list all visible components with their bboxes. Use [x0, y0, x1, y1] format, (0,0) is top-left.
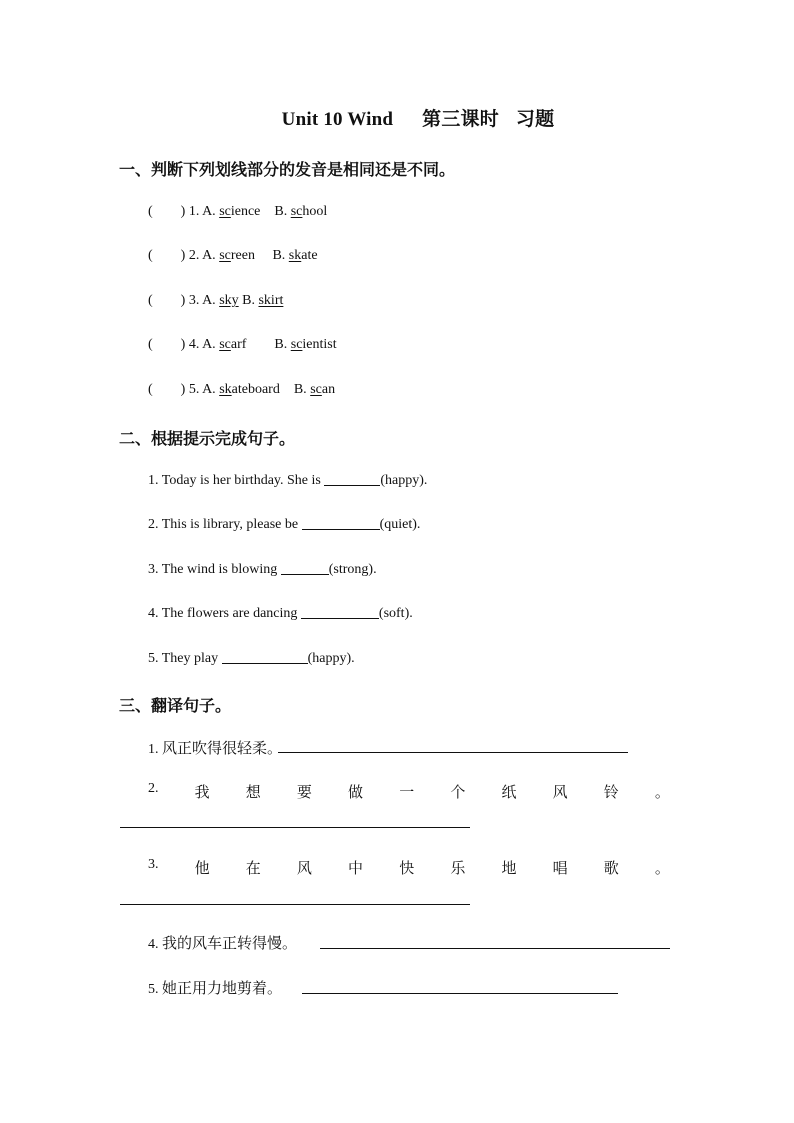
option-b-label: B. — [272, 248, 286, 263]
question-number: 3. — [188, 293, 200, 308]
underlined-part: sky — [219, 293, 239, 308]
question-number: 5. — [188, 382, 200, 397]
pronunciation-question-4 — [148, 337, 337, 353]
fill-sentence-5 — [148, 649, 355, 667]
question-number: 5. — [148, 982, 159, 997]
section1-heading: 一、判断下列划线部分的发音是相同还是不同。 — [119, 160, 456, 179]
question-number: 1. — [188, 204, 200, 219]
answer-blank[interactable] — [302, 515, 380, 530]
option-a-word — [219, 293, 238, 308]
question-char: 在 — [245, 859, 261, 877]
title-english: Unit 10 Wind — [281, 109, 394, 130]
option-a-label: A. — [202, 337, 216, 352]
answer-paren: ( ) — [148, 382, 186, 397]
question-number: 4. — [188, 337, 200, 352]
title-lesson: 第三课时 — [422, 109, 499, 130]
translate-question-2 — [148, 781, 670, 802]
option-b-word — [291, 204, 328, 219]
option-a-label: A. — [202, 204, 216, 219]
answer-blank[interactable] — [324, 471, 380, 486]
fill-sentence-1 — [148, 471, 427, 489]
pronunciation-question-2 — [148, 248, 318, 264]
sentence-hint: (happy). — [307, 651, 355, 666]
answer-blank[interactable] — [222, 649, 308, 664]
word-rest: an — [321, 382, 336, 397]
question-char: 歌 — [603, 859, 619, 877]
underlined-part: sk — [288, 248, 302, 263]
question-number: 4. — [148, 937, 159, 952]
question-number: 2. — [188, 248, 200, 263]
underlined-part: sc — [219, 204, 231, 219]
option-b-label: B. — [274, 337, 288, 352]
answer-paren: ( ) — [148, 204, 186, 219]
question-char: 。 — [654, 783, 670, 801]
question-char: 我 — [194, 783, 210, 801]
word-rest: ientist — [302, 337, 337, 352]
question-char: 纸 — [501, 783, 517, 801]
answer-blank[interactable] — [281, 560, 329, 575]
answer-line-5[interactable] — [302, 993, 618, 994]
sentence-text: 3. The wind is blowing — [148, 562, 281, 577]
translate-question-1 — [148, 737, 282, 758]
underlined-part: sc — [219, 248, 231, 263]
answer-paren: ( ) — [148, 337, 186, 352]
page-title — [0, 104, 794, 131]
answer-line-1[interactable] — [278, 752, 628, 753]
word-rest: arf — [230, 337, 247, 352]
word-rest: ateboard — [231, 382, 280, 397]
answer-line-3[interactable] — [120, 904, 470, 905]
question-char: 个 — [450, 783, 466, 801]
word-rest: ience — [230, 204, 261, 219]
question-char: 唱 — [552, 859, 568, 877]
question-char: 想 — [245, 783, 261, 801]
underlined-part: sc — [310, 382, 322, 397]
fill-sentence-2 — [148, 515, 420, 533]
question-char: 中 — [348, 859, 364, 877]
translate-question-4 — [148, 932, 297, 953]
answer-paren: ( ) — [148, 293, 186, 308]
translate-question-5 — [148, 977, 282, 998]
answer-line-2[interactable] — [120, 827, 470, 828]
sentence-hint: (happy). — [380, 473, 428, 488]
question-char: 风 — [552, 783, 568, 801]
option-b-word — [289, 248, 318, 263]
option-b-word — [258, 293, 283, 308]
sentence-text: 1. Today is her birthday. She is — [148, 473, 325, 488]
title-exercise: 习题 — [515, 109, 555, 130]
sentence-hint: (quiet). — [379, 517, 421, 532]
option-b-label: B. — [242, 293, 255, 308]
answer-paren: ( ) — [148, 248, 186, 263]
option-a-label: A. — [202, 293, 216, 308]
question-char: 快 — [399, 859, 415, 877]
question-text: 她正用力地剪着。 — [162, 979, 283, 997]
question-char: 他 — [194, 859, 210, 877]
question-number: 1. — [148, 742, 159, 757]
fill-sentence-3 — [148, 560, 377, 578]
fill-sentence-4 — [148, 604, 413, 622]
question-text: 风正吹得很轻柔。 — [162, 739, 283, 757]
option-b-label: B. — [274, 204, 288, 219]
question-text: 我的风车正转得慢。 — [162, 934, 298, 952]
pronunciation-question-5 — [148, 382, 335, 398]
section3-heading: 三、翻译句子。 — [119, 696, 232, 715]
question-char: 乐 — [450, 859, 466, 877]
underlined-part: sk — [219, 382, 232, 397]
option-b-word — [310, 382, 335, 397]
question-char: 铃 — [603, 783, 619, 801]
option-a-word — [219, 204, 260, 219]
sentence-hint: (strong). — [328, 562, 377, 577]
underlined-part: sc — [290, 204, 303, 219]
option-a-label: A. — [202, 382, 216, 397]
question-char: 一 — [399, 783, 415, 801]
question-number: 3. — [148, 857, 159, 872]
sentence-text: 5. They play — [148, 651, 222, 666]
word-rest: ate — [301, 248, 318, 263]
pronunciation-question-1 — [148, 204, 327, 220]
answer-line-4[interactable] — [320, 948, 670, 949]
question-char: 做 — [348, 783, 364, 801]
option-b-label: B. — [293, 382, 307, 397]
word-rest: hool — [302, 204, 328, 219]
question-char: 地 — [501, 859, 517, 877]
translate-question-3 — [148, 857, 670, 878]
question-number: 2. — [148, 781, 159, 796]
sentence-text: 4. The flowers are dancing — [148, 606, 301, 621]
option-a-word — [219, 248, 255, 263]
underlined-part: sc — [219, 337, 231, 352]
answer-blank[interactable] — [301, 604, 379, 619]
pronunciation-question-3 — [148, 293, 283, 309]
underlined-part: skirt — [258, 293, 284, 308]
sentence-hint: (soft). — [378, 606, 413, 621]
option-a-word — [219, 382, 280, 397]
option-a-label: A. — [202, 248, 216, 263]
question-char: 风 — [296, 859, 312, 877]
option-b-word — [291, 337, 337, 352]
word-rest: reen — [230, 248, 255, 263]
section2-heading: 二、根据提示完成句子。 — [119, 429, 296, 448]
underlined-part: sc — [290, 337, 303, 352]
question-char: 要 — [296, 783, 312, 801]
option-a-word — [219, 337, 246, 352]
sentence-text: 2. This is library, please be — [148, 517, 302, 532]
question-char: 。 — [654, 859, 670, 877]
